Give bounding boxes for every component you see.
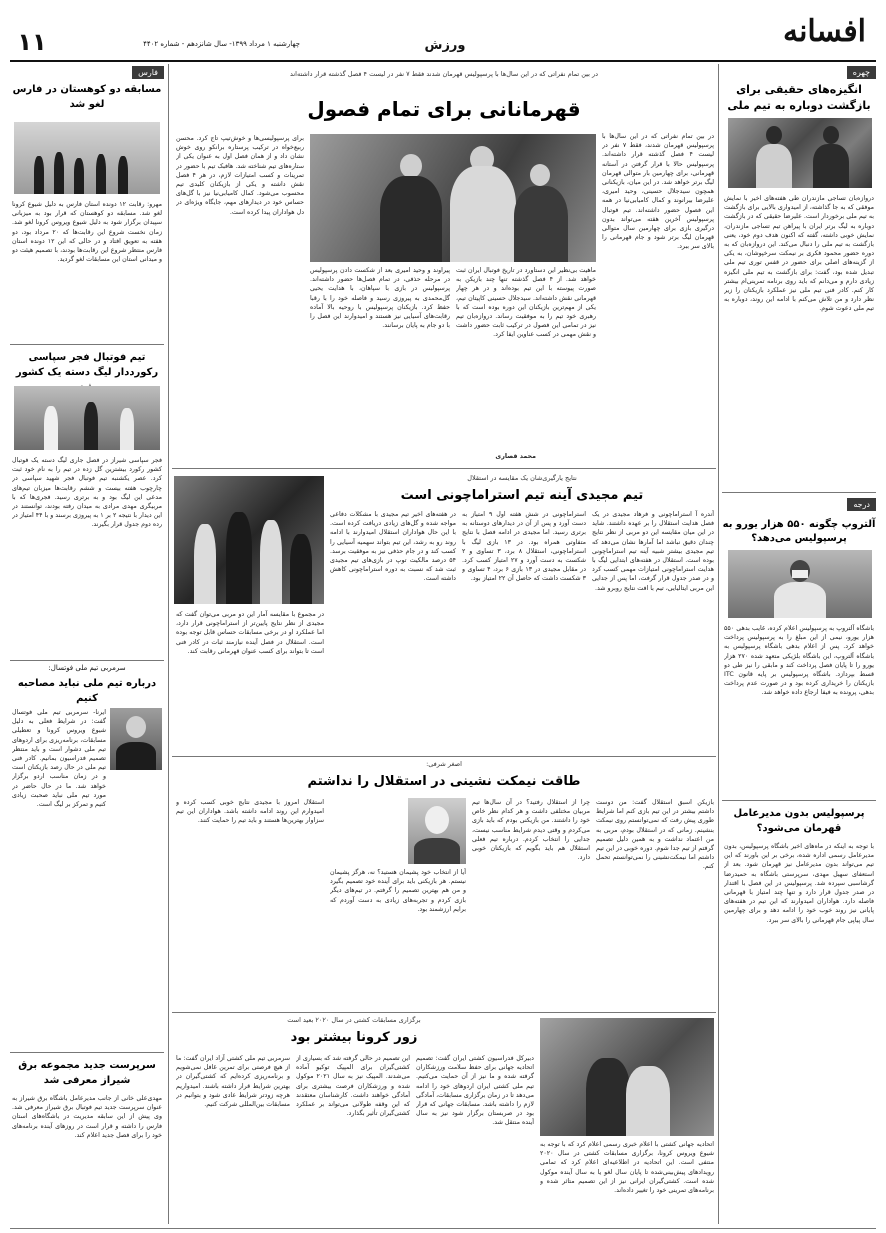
coach-photo: [110, 708, 162, 770]
right-col-title: انگیزه‌های حقیقی برای بازگشت دوباره به تیم ملی: [727, 83, 871, 112]
top-story-headline: قهرمانانی برای تمام فصول: [307, 97, 581, 121]
story2-kicker: نتایج یارگیری‌شان یک مقایسه در استقلال: [467, 474, 577, 482]
left-col-title1: مسابقه دو کوهستان در فارس لغو شد: [12, 84, 162, 110]
esteghlal-photo: [174, 476, 324, 604]
story2-body-b: استراماچونی در شش هفته اول ۹ امتیاز به دست آورد و پس از آن در دیدارهای دوستانه به برتری رسید. اما مجیدی در ادامه فصل با نتایج متفاوتی همراه بود. در ۱۳ بازی لیگ با استراماچونی، استقلال ۸ برد، ۳ تساوی و ۲ شکست به دست آورد و ۲۷ امتیاز کسب کرد. در مقابل مجیدی در ۱۳ بازی ۶ برد، ۴ تساوی و ۳ شکست داشت که حاصل آن ۲۲ امتیاز بود.: [462, 511, 586, 583]
story4-body-b: دبیرکل فدراسیون کشتی ایران گفت: تصمیم اتحادیه جهانی برای حفظ سلامت ورزشکاران گرفته شده و ما نیز از آن حمایت می‌کنیم. تیم ملی کشتی ایران اردوهای خود را ادامه می‌دهد تا در زمان برگزاری مسابقات، آمادگی لازم را داشته باشد. مسابقات جهانی که قرار بود در صربستان برگزار شود نیز به سال آینده منتقل شد.: [416, 1055, 534, 1127]
top-story-body-b: ماهیت بی‌نظیر این دستاورد در تاریخ فوتبال ایران ثبت خواهد شد. از ۴ فصل گذشته تنها چند بازیکن به صورت پیوسته با این تیم بوده‌اند و در هر چهار قهرمانی نقش داشته‌اند. سیدجلال حسینی کاپیتان تیم، یکی از مهم‌ترین بازیکنان این دوره بوده است که با رهبری خود تیم را به موفقیت رساند. دروازه‌بان تیم نیز در تمامی این فصول در ترکیب ثابت حضور داشت و نقش مهمی در کسب عناوین ایفا کرد.: [456, 267, 596, 339]
top-story-body-c: برای پرسپولیسی‌ها و خوش‌تیپ تاج کرد. محسن ربیع‌خواه در ترکیب پرستاره برانکو روی خوش نشان داد و از همان فصل اول به عنوان یکی از ستاره‌های تیم شناخته شد. هافبک تیم با حضور در تمرینات و کسب امتیازات لازم، در هر ۴ فصل نقش داشته و یکی از بازیکنان کلیدی تیم محسوب می‌شود. کمال کامیابی‌نیا نیز با گل‌های حساس خود در دیدارهای مهم، جایگاه ویژه‌ای در دل هواداران پیدا کرده است.: [176, 135, 304, 216]
left-col-body4: مهدی‌علی خانی از جانب مدیرعامل باشگاه برق شیراز به عنوان سرپرست جدید تیم فوتبال برق شیراز معرفی شد. وی پیش از این سابقه مدیریت در باشگاه‌های استان فارس را داشته و قرار است در روزهای آینده برنامه‌های خود را برای فصل جدید اعلام کند.: [12, 1095, 162, 1139]
logo: افسانه: [782, 14, 866, 49]
top-story-author: محمد قصاری: [495, 453, 536, 460]
right-col-tag: چهره: [847, 66, 876, 79]
story3-body-c: آیا از انتخاب خود پشیمان هستید؟ نه، هرگز پشیمان نیستم. هر بازیکنی باید برای آینده خود تصمیم بگیرد و من هم بهترین تصمیم را گرفتم. در تیم‌های دیگر بازی کردم و تجربه‌های زیادی به دست آوردم که برایم ارزشمند بود.: [330, 869, 466, 913]
left-col-sub3: سرمربی تیم ملی فوتسال:: [48, 664, 126, 672]
left-col-title4: سرپرست جدید مجموعه برق شیراز معرفی شد: [18, 1060, 156, 1086]
perspolis-photo: [310, 134, 596, 262]
left-col-body1: مهرو: رقابت ۱۲ دونده استان فارس به دلیل شیوع کرونا لغو شد. مسابقه دو کوهستان که قرار بود به میزبانی سپیدان برگزار شود به دلیل شیوع ویروس کرونا لغو شد. زمان نخست شروع این رقابت‌ها که ۲۰ مرداد بود، دو هفته به تعویق افتاد و در حالی که این ۱۲ دونده استان فارس منتظر شروع این رقابت‌ها بودند، با تصمیم هیئت دو و میدانی استان این مسابقات لغو گردید.: [12, 201, 162, 264]
right-col-body3: با توجه به اینکه در ماه‌های اخیر باشگاه پرسپولیس، بدون مدیرعامل رسمی اداره شده، برخی بر این باورند که این تیم می‌تواند بدون مدیرعامل نیز قهرمان شود. بعد از استعفای سهیل مهدی، سرپرستی باشگاه به حمیدرضا گرشاسبی سپرده شد. پرسپولیس در این فصل با اقتدار در صدر جدول قرار دارد و تنها چند امتیاز با قهرمانی فاصله دارد. هواداران امیدوارند که این تیم در هفته‌های پایانی نیز روند خوب خود را ادامه دهد و برای چهارمین سال پیاپی جام قهرمانی را بالای سر ببرد.: [724, 843, 874, 924]
story4-body-a: اتحادیه جهانی کشتی با اعلام خبری رسمی اعلام کرد که با توجه به شیوع ویروس کرونا، برگزاری مسابقات کشتی در سال ۲۰۲۰ منتفی است. این اتحادیه در اطلاعیه‌ای اعلام کرد که تمامی رویدادهای پیش‌بینی‌شده تا پایان سال لغو یا به سال آینده موکول شده است. کشتی‌گیران ایرانی نیز از این تصمیم متاثر شده و برنامه‌های تمرینی خود را تغییر داده‌اند.: [540, 1141, 714, 1195]
date-line: چهارشنبه ۱ مرداد ۱۳۹۹- سال شانزدهم - شماره ۴۴۰۲: [143, 40, 300, 48]
right-col-title2: آلتروپ چگونه ۵۵۰ هزار یورو به پرسپولیس می‌دهد؟: [722, 519, 876, 544]
story3-body-a: بازیکن اسبق استقلال گفت: من دوست داشتم بیشتر در این تیم بازی کنم اما شرایط طوری پیش رفت که نمی‌توانستم روی نیمکت بنشینم. زمانی که در استقلال بودم، مربی به من اعتماد نداشت و به همین دلیل تصمیم گرفتم از تیم جدا شوم. دوره خوبی در این تیم داشتم اما نیمکت‌نشینی را نمی‌توانستم تحمل کنم.: [596, 799, 714, 871]
story2-body-d: در مجموع با مقایسه آمار این دو مربی می‌توان گفت که مجیدی از نظر نتایج پایین‌تر از استراماچونی قرار دارد، اما عملکرد او در برخی مسابقات حساس قابل توجه بوده است. استقلال در فصل آینده نیازمند ثبات در کادر فنی است تا بتواند برای کسب عنوان قهرمانی رقابت کند.: [176, 611, 324, 655]
right-col-title3: پرسپولیس بدون مدیرعامل قهرمان می‌شود؟: [733, 808, 865, 834]
top-story-body-d: پیراوند و وحید امیری بعد از شکست دادن پرسپولیس در مرحله حذفی، در تمام فصل‌ها حضور داشته‌اند. پرسپولیس در بازی با سپاهان، با هدایت یحیی گل‌محمدی به پیروزی رسید و فاصله خود را با رقبا حفظ کرد. بازیکنان پرسپولیس با روحیه بالا آماده رقابت‌های آسیایی نیز هستند و امیدوارند این فصل را با دو جام به پایان برسانند.: [310, 267, 450, 330]
top-story-kicker: در بین تمام نفراتی که در این سال‌ها با پرسپولیس قهرمان شدند فقط ۷ نفر در لیست ۴ فصل گذشته قرار داشته‌اند: [289, 70, 599, 78]
right-col-body2: باشگاه آلتروپ به پرسپولیس اعلام کرده، غایب بدهی ۵۵۰ هزار یورو، نیمی از این مبلغ را به پرسپولیس پرداخت خواهد کرد. پس از اعلام بدهی باشگاه پرسپولیس به باشگاه آلتروپ، این باشگاه بلژیکی متعهد شده ۲۷۰ هزار یورو را تا پایان فصل پرداخت کند و مابقی را نیز طی دو قسط بپردازد. باشگاه پرسپولیس بر پایه قانون ITC بازیکنان را خریداری کرده بود و در صورت عدم پرداخت بدهی، پرونده به فیفا ارجاع داده خواهد شد.: [724, 625, 874, 697]
story4-headline: زور کرونا بیشتر بود: [290, 1030, 418, 1045]
sharafi-photo: [408, 798, 466, 864]
story4-body-c: این تصمیم در حالی گرفته شد که بسیاری از کشتی‌گیران برای المپیک توکیو آماده می‌شدند. المپیک نیز به سال ۲۰۲۱ موکول شده و ورزشکاران فرصت بیشتری برای آمادگی خواهند داشت. کارشناسان معتقدند که این وقفه طولانی می‌تواند بر عملکرد کشتی‌گیران تأثیر بگذارد.: [296, 1055, 410, 1118]
story2-headline: تیم مجیدی آینه تیم استراماچونی است: [400, 488, 644, 503]
story3-body-d: استقلال امروز با مجیدی نتایج خوبی کسب کرده و امیدوارم این روند ادامه داشته باشد. هواداران این تیم سزاوار بهترین‌ها هستند و باید تیم را حمایت کنند.: [176, 799, 324, 825]
wrestling-photo: [540, 1018, 714, 1136]
right-col-tag2: درجه: [847, 498, 876, 511]
left-col-tag: فارس: [132, 66, 164, 79]
story3-headline: طاقت نیمکت نشینی در استقلال را نداشتم: [307, 774, 581, 789]
story4-body-d: سرمربی تیم ملی کشتی آزاد ایران گفت: ما از هیچ فرصتی برای تمرین غافل نمی‌شویم و برنامه‌ریزی کرده‌ایم که کشتی‌گیران در بهترین شرایط قرار داشته باشند. امیدواریم هرچه زودتر شرایط عادی شود و بتوانیم در مسابقات بین‌المللی شرکت کنیم.: [176, 1055, 290, 1109]
masthead: [0, 0, 886, 62]
left-col-title2: تیم فوتبال فجر سپاسی رکورددار لیگ دسته یک کشور: [15, 352, 159, 378]
left-col-body3: ایرنا- سرمربی تیم ملی فوتسال گفت: در شرایط فعلی به دلیل شیوع ویروس کرونا و تعطیلی مسابقات، برنامه‌ریزی برای اردوهای تیم ملی دشوار است و باید منتظر تصمیم فدراسیون بمانیم. کادر فنی تیم ملی در حال رصد بازیکنان است و در زمان مناسب اردو برگزار خواهد شد. ما در حال حاضر در مورد تیم ملی نباید صحبت زیادی کنیم و تمرکز بر لیگ است.: [12, 709, 106, 809]
football-photo: [14, 386, 160, 450]
right-col-body: دروازه‌بان تساجی مازندران طی هفته‌های اخیر با نمایش موفقی که به جا گذاشته، از امیدواری بالایی برای بازگشت به تیم ملی برخوردار است. علیرضا حقیقی که در بازگشت دوباره به لیگ برتر ایران با پیراهن تیم تساجی مازندران، نمایش خوبی داشته، گفته که اکنون هدف دوم خود، یعنی بازگشت به تیم ملی را دنبال می‌کند. این دروازه‌بان که به دوره حضور محمود فکری بر نیمکت سرخپوشان، به یکی از گزینه‌های اصلی برای حضور در قفس توری تیم ملی تبدیل شده بود، گفت: برای بازگشت به تیم ملی انگیزه زیادی دارم و می‌دانم که باید روی برنامه تمرینی‌ام بیشتر کار کنم. کادر فنی تیم ملی نیز عملکرد بازیکنان را زیر نظر دارد و من تلاش می‌کنم با ادامه این روند، دوباره به تیم ملی دعوت شوم.: [724, 195, 874, 313]
story3-body-b: چرا از استقلال رفتید؟ در آن سال‌ها تیم مربیان مختلفی داشت و هر کدام نظر خاص خود را داشتند. من بازیکنی بودم که باید بازی می‌کردم و وقتی دیدم شرایط مناسب نیست، جدایی را انتخاب کردم. درباره تیم فعلی استقلال هم باید بگویم که بازیکنان خوبی دارد.: [472, 799, 590, 862]
left-col-body2: فجر سپاسی شیراز در فصل جاری لیگ دسته یک فوتبال کشور رکورد بیشترین گل زده در تیم را به نام خود ثبت کرد. عصر یکشنبه تیم فوتبال فجر شهید سپاسی در چارچوب هفته بیست و ششم رقابت‌ها میزبان تیم‌های مدعی این لیگ بود و به برتری رسید. فجری‌ها که با مربیگری مهدی مرادی به میدان رفته بودند، توانستند در این دیدار با نتیجه ۲ بر ۱ به پیروزی برسند و با ۴۴ امتیاز در رده دوم جدول قرار بگیرند.: [12, 457, 162, 529]
haghighi-photo: [728, 118, 872, 188]
story2-body-a: آندره آ استراماچونی و فرهاد مجیدی در یک فصل هدایت استقلال را بر عهده داشتند. شاید در این میان مقایسه این دو مربی از نظر نتایج چندان دقیق نباشد اما آمارها نشان می‌دهد که تیم مجیدی بیشتر شبیه آینه تیم استراماچونی بوده است. استقلال در هفته‌های ابتدایی لیگ با هدایت استراماچونی امتیازات مهمی کسب کرد و در صدر جدول قرار گرفت، اما پس از جدایی این مربی ایتالیایی، تیم با افت نتایج روبرو شد.: [592, 511, 714, 592]
story3-kicker: اصغر شرفی:: [426, 760, 462, 768]
left-col-title3: درباره تیم ملی نباید مصاحبه کنیم: [17, 678, 157, 704]
runners-photo: [14, 122, 160, 194]
story4-kicker: برگزاری مسابقات کشتی در سال ۲۰۲۰ بعید است: [287, 1016, 421, 1024]
story2-body-c: در هفته‌های اخیر تیم مجیدی با مشکلات دفاعی مواجه شده و گل‌های زیادی دریافت کرده است. با این حال هواداران استقلال امیدوارند با ادامه روند رو به رشد، این تیم بتواند سهمیه آسیایی را کسب کند و در جام حذفی نیز به موفقیت برسد. ۵۴ درصد مالکیت توپ در بازی‌های تیم مجیدی ثبت شد که نسبت به دوره استراماچونی کاهش داشته است.: [330, 511, 456, 583]
page-number: ۱۱: [17, 28, 47, 56]
mask-player-photo: [728, 550, 872, 618]
section-title: ورزش: [424, 38, 466, 53]
top-story-body-a: در بین تمام نفراتی که در این سال‌ها با پرسپولیس قهرمان شدند، فقط ۷ نفر در لیست ۴ فصل گذشته قرار داشته‌اند. پرسپولیس حالا با قرار گرفتن در آستانه قهرمانی، برای چهارمین بار متوالی قهرمان لیگ برتر خواهد شد. در این میان، بازیکنانی همچون سیدجلال حسینی، وحید امیری، علیرضا بیرانوند و کمال کامیابی‌نیا در همه این فصول حضور داشته‌اند. تیم فوتبال پرسپولیس آخرین هفته می‌تواند بدون درگیری بازی برای چهارمین سال متوالی قهرمان لیگ برتر شود و جام قهرمانی را بالای سر ببرد.: [602, 133, 714, 251]
